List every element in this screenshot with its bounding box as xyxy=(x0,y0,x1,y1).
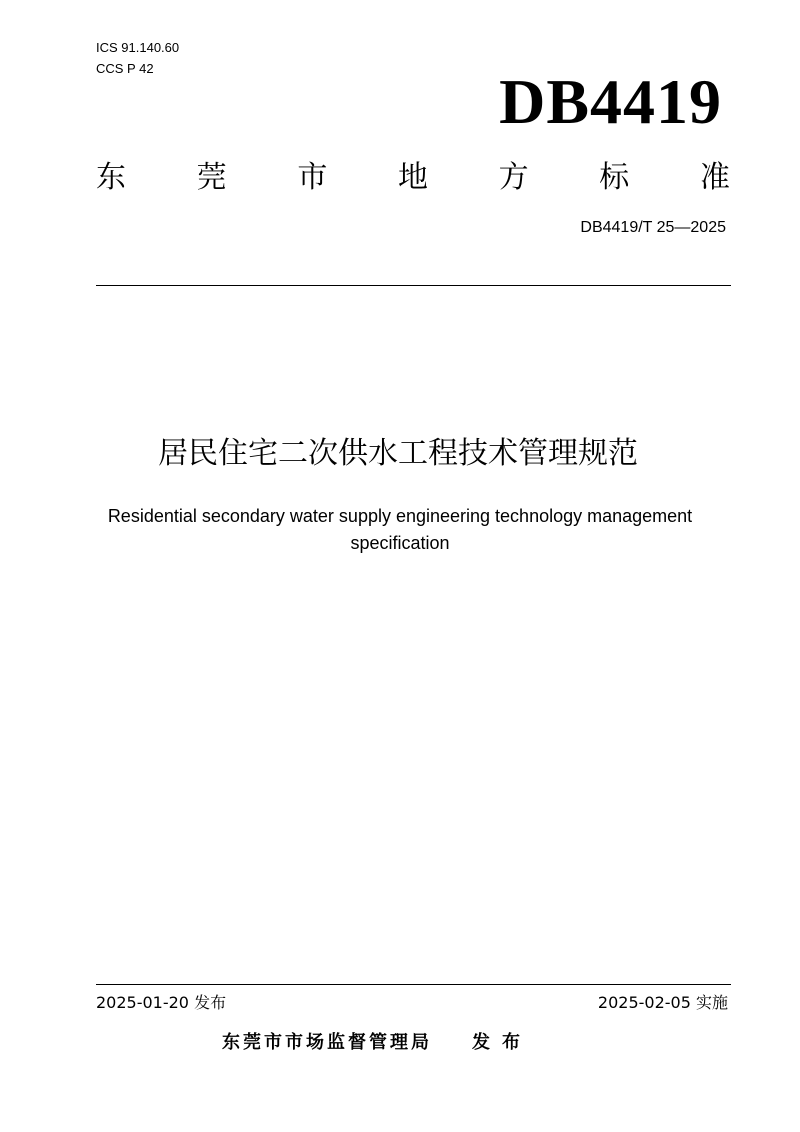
document-title-chinese xyxy=(0,432,800,476)
ccs-code: CCS P 42 xyxy=(96,61,154,76)
standard-type-char: 地 xyxy=(397,160,428,195)
ics-code: ICS 91.140.60 xyxy=(96,40,180,55)
issue-date: 2025-01-20 发布 xyxy=(96,993,227,1012)
publish-label: 发布 xyxy=(472,1032,532,1053)
standard-type-char: 方 xyxy=(498,160,529,195)
standard-type-char: 标 xyxy=(599,160,630,195)
top-divider xyxy=(96,285,731,286)
standard-type-char: 准 xyxy=(699,160,730,195)
standard-type-char: 东 xyxy=(96,160,126,195)
standard-type-title xyxy=(96,158,730,198)
document-title-english: Residential secondary water supply engineering technology management specification xyxy=(107,506,693,553)
standard-code-logo: DB4419 xyxy=(499,66,722,137)
document-title-chinese-text: 居民住宅二次供水工程技术管理规范 xyxy=(158,436,638,471)
standard-type-char: 莞 xyxy=(196,160,227,195)
standard-type-char: 市 xyxy=(297,160,328,195)
bottom-divider xyxy=(96,984,731,985)
implementation-date: 2025-02-05 实施 xyxy=(597,993,728,1012)
issuer-row xyxy=(222,1031,532,1055)
issuing-authority: 东莞市市场监督管理局 xyxy=(222,1032,432,1053)
standard-number: DB4419/T 25—2025 xyxy=(580,219,726,236)
